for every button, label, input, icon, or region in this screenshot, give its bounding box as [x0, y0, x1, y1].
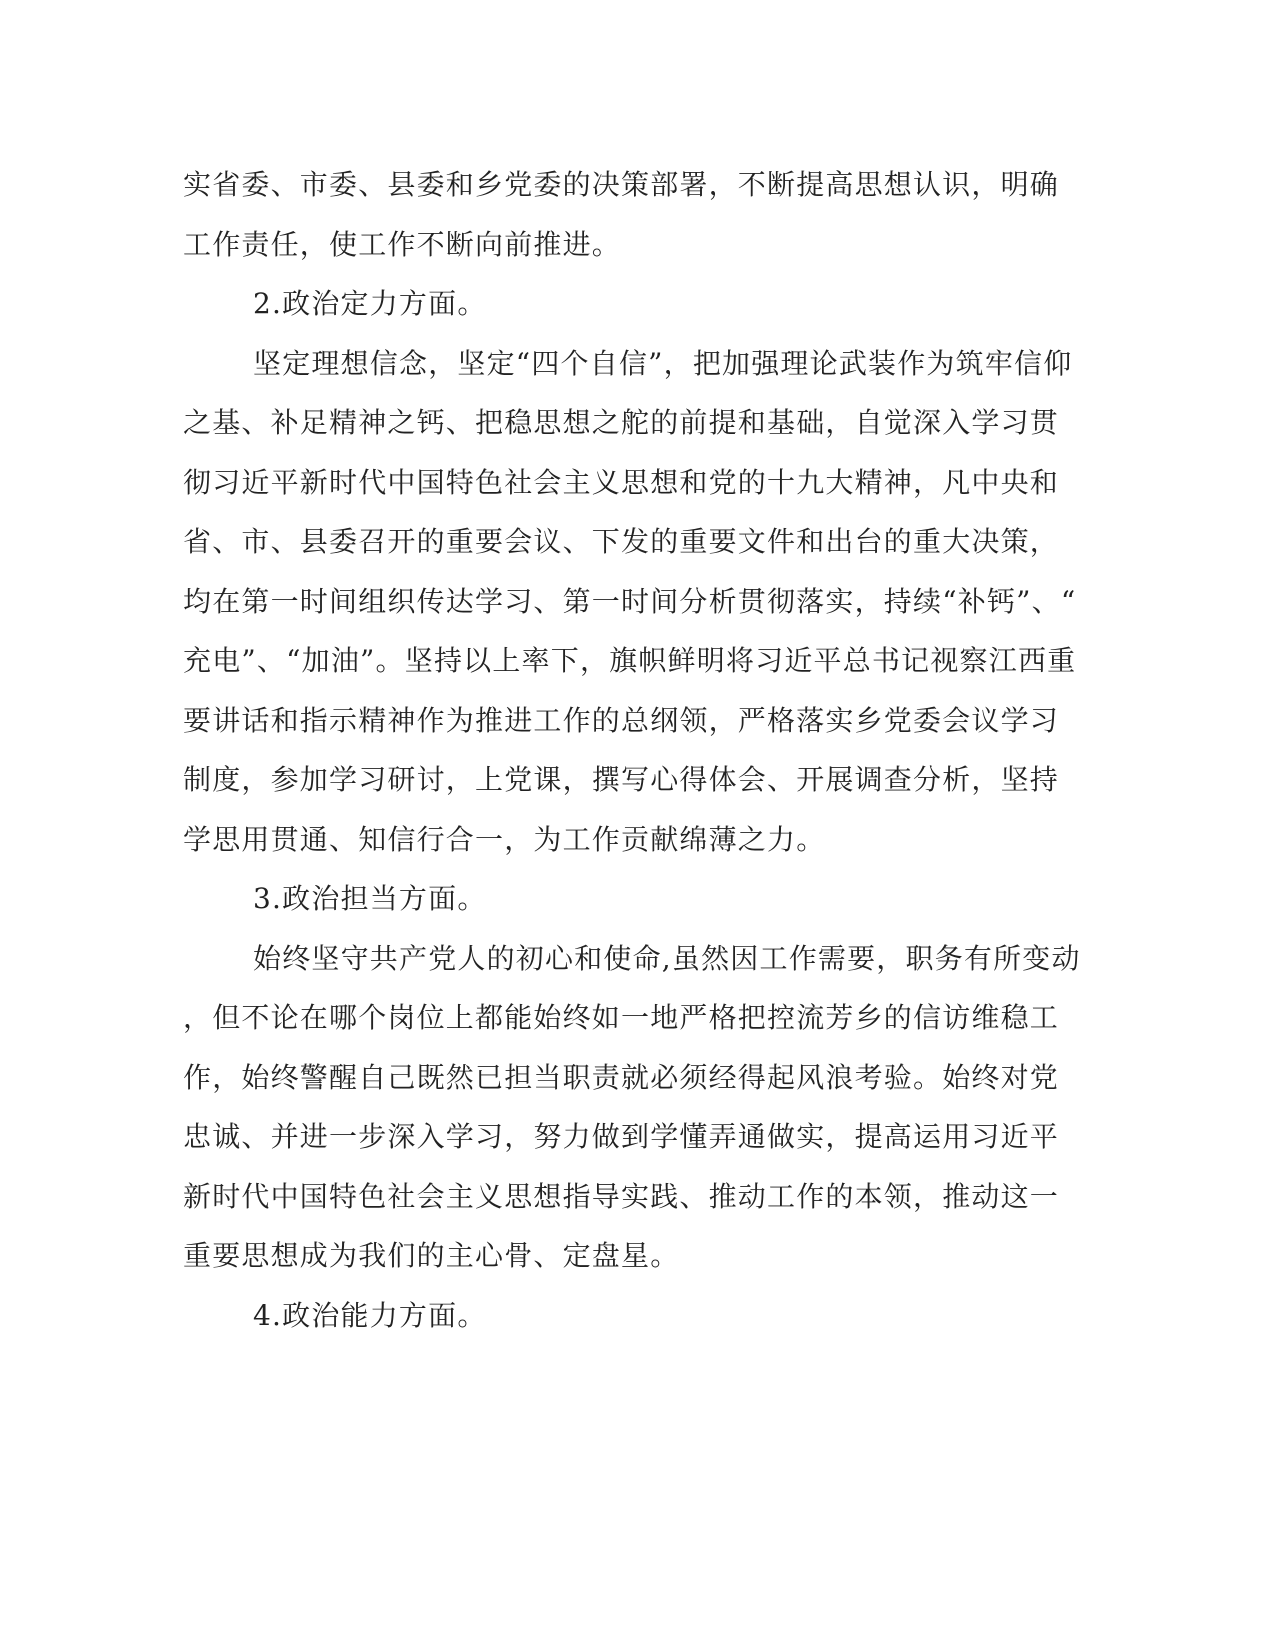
- paragraph-line: 彻习近平新时代中国特色社会主义思想和党的十九大精神，凡中央和: [183, 465, 1060, 499]
- paragraph-line: ，但不论在哪个岗位上都能始终如一地严格把控流芳乡的信访维稳工: [183, 1001, 1060, 1034]
- document-body: [183, 155, 1081, 1345]
- paragraph-line: 始终坚守共产党人的初心和使命,虽然因工作需要，职务有所变动: [253, 941, 1081, 975]
- paragraph-line: 重要思想成为我们的主心骨、定盘星。: [183, 1239, 680, 1272]
- paragraph-line: 工作责任，使工作不断向前推进。: [183, 227, 622, 261]
- paragraph-line: 实省委、市委、县委和乡党委的决策部署，不断提高思想认识，明确: [183, 168, 1060, 201]
- paragraph-line: 省、市、县委召开的重要会议、下发的重要文件和出台的重大决策，: [183, 525, 1060, 558]
- paragraph-line: 新时代中国特色社会主义思想指导实践、推动工作的本领，推动这一: [183, 1179, 1060, 1213]
- paragraph-line: 充电”、“加油”。坚持以上率下，旗帜鲜明将习近平总书记视察江西重: [183, 644, 1077, 677]
- section-heading-4: 4.政治能力方面。: [253, 1298, 487, 1332]
- paragraph-line: 制度，参加学习研讨，上党课，撰写心得体会、开展调查分析，坚持: [183, 763, 1060, 796]
- paragraph-line: 忠诚、并进一步深入学习，努力做到学懂弄通做实，提高运用习近平: [183, 1120, 1060, 1153]
- paragraph-line: 作，始终警醒自己既然已担当职责就必须经得起风浪考验。始终对党: [183, 1060, 1060, 1094]
- section-heading-3: 3.政治担当方面。: [253, 882, 487, 915]
- paragraph-line: 之基、补足精神之钙、把稳思想之舵的前提和基础，自觉深入学习贯: [183, 406, 1060, 439]
- paragraph-line: 学思用贯通、知信行合一，为工作贡献绵薄之力。: [183, 822, 826, 856]
- paragraph-line: 要讲话和指示精神作为推进工作的总纲领，严格落实乡党委会议学习: [183, 703, 1060, 737]
- paragraph-line: 均在第一时间组织传达学习、第一时间分析贯彻落实，持续“补钙”、“: [183, 584, 1077, 618]
- paragraph-line: 坚定理想信念，坚定“四个自信”，把加强理论武装作为筑牢信仰: [253, 346, 1073, 380]
- section-heading-2: 2.政治定力方面。: [253, 287, 487, 320]
